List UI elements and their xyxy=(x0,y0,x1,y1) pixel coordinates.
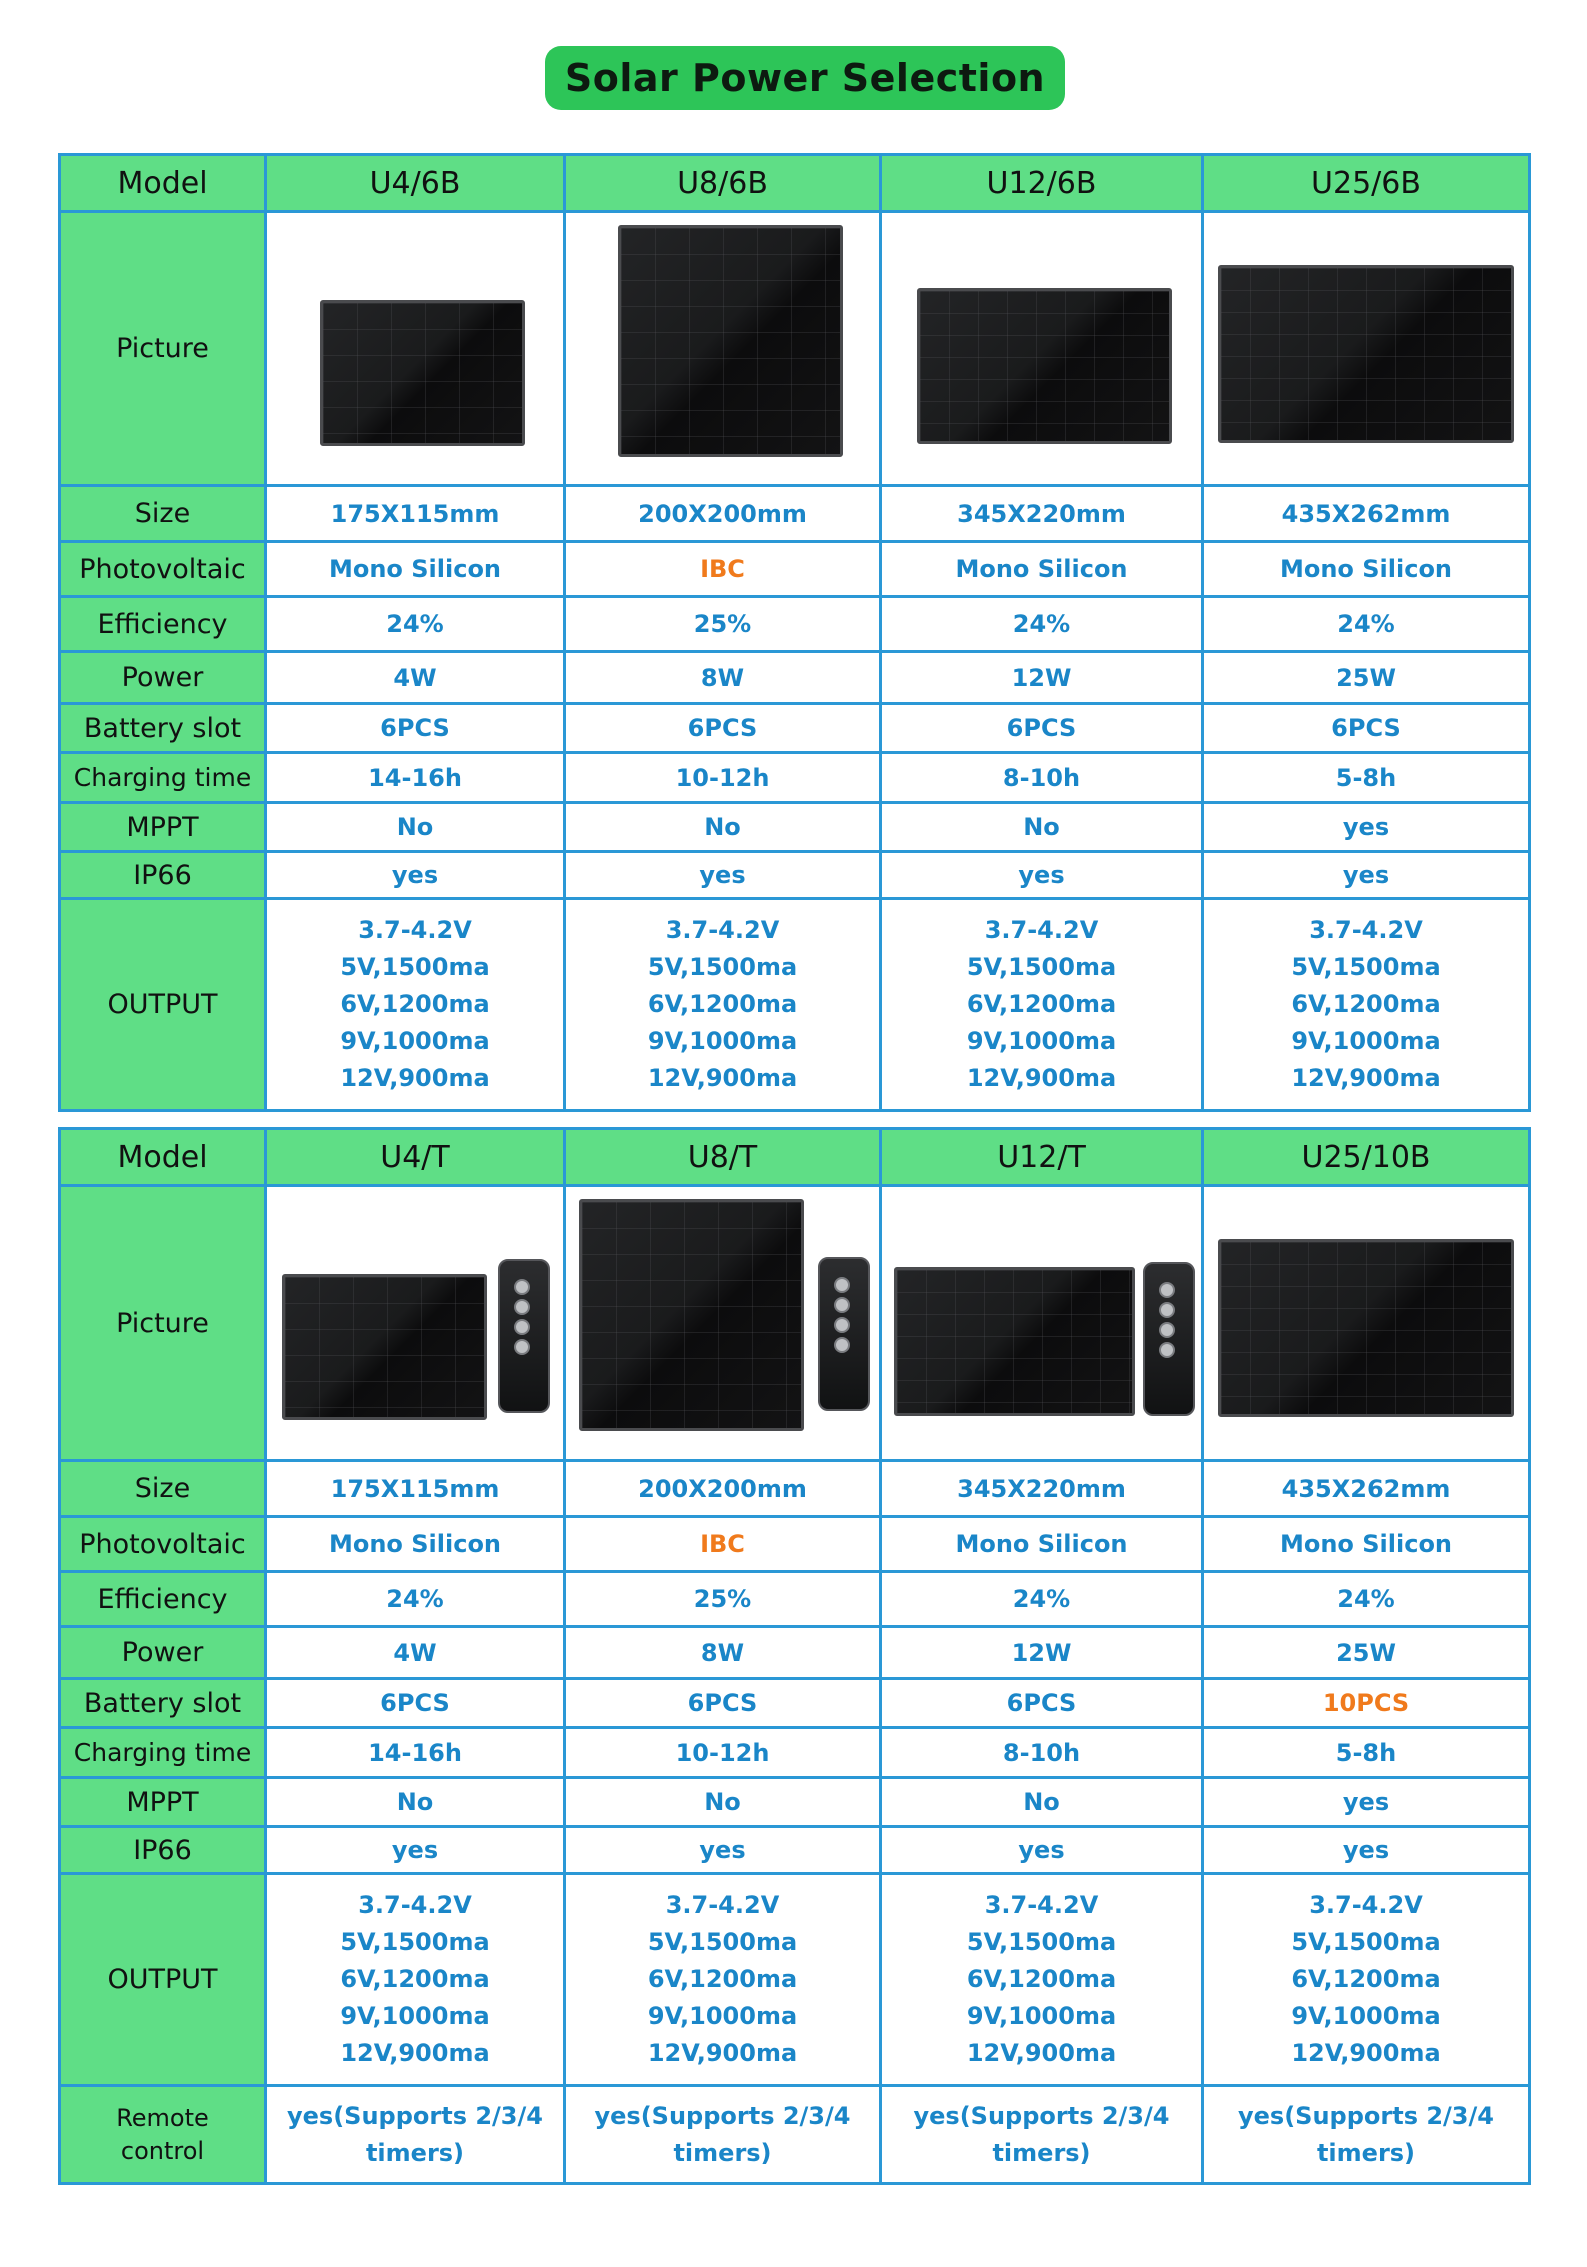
remote-control-icon xyxy=(1143,1262,1195,1416)
photovoltaic-value: IBC xyxy=(565,1517,881,1572)
output-line: 3.7-4.2V xyxy=(358,916,472,944)
solar-panel-medium-icon xyxy=(882,213,1201,484)
output-line: 9V,1000ma xyxy=(340,1027,490,1055)
remote-line: yes(Supports 2/3/4 xyxy=(287,2101,543,2130)
output-line: 6V,1200ma xyxy=(340,990,490,1018)
remote-control-icon xyxy=(498,1259,550,1413)
remote-line: yes(Supports 2/3/4 xyxy=(1238,2101,1494,2130)
output-line: 12V,900ma xyxy=(340,1064,490,1092)
photovoltaic-value: IBC xyxy=(565,542,881,597)
battery-slot-row xyxy=(60,1679,1530,1728)
ip66-value: yes xyxy=(1203,852,1530,899)
photovoltaic-value: Mono Silicon xyxy=(1203,542,1530,597)
row-label-charging-time: Charging time xyxy=(60,1728,266,1778)
output-line: 3.7-4.2V xyxy=(984,916,1099,944)
output-line: 5V,1500ma xyxy=(340,1928,490,1956)
row-label-picture: Picture xyxy=(60,212,266,486)
solar-panel-medium-with-remote-icon xyxy=(882,1187,1201,1459)
power-value: 25W xyxy=(1203,652,1530,704)
row-label-size: Size xyxy=(60,486,266,542)
row-label-remote-line: control xyxy=(120,2136,205,2165)
output-line: 5V,1500ma xyxy=(647,1928,798,1956)
remote-line: timers) xyxy=(365,2138,465,2167)
photovoltaic-value: Mono Silicon xyxy=(266,1517,565,1572)
row-label-ip66: IP66 xyxy=(60,1827,266,1874)
mppt-row xyxy=(60,1778,1530,1827)
battery-slot-value: 6PCS xyxy=(266,1679,565,1728)
output-values xyxy=(1203,1874,1530,2086)
efficiency-row xyxy=(60,1572,1530,1627)
power-value: 8W xyxy=(565,652,881,704)
output-values xyxy=(266,1874,565,2086)
ip66-value: yes xyxy=(266,1827,565,1874)
efficiency-value: 24% xyxy=(1203,597,1530,652)
output-values xyxy=(266,899,565,1111)
photovoltaic-value: Mono Silicon xyxy=(881,542,1203,597)
ip66-value: yes xyxy=(881,852,1203,899)
size-value: 345X220mm xyxy=(881,1461,1203,1517)
charging-time-value: 10-12h xyxy=(565,1728,881,1778)
row-label-remote-control xyxy=(60,2086,266,2184)
picture-row xyxy=(60,1186,1530,1461)
ip66-row xyxy=(60,852,1530,899)
battery-slot-value: 6PCS xyxy=(881,704,1203,753)
battery-slot-value: 6PCS xyxy=(1203,704,1530,753)
battery-slot-value: 6PCS xyxy=(266,704,565,753)
size-value: 200X200mm xyxy=(565,486,881,542)
efficiency-value: 24% xyxy=(881,1572,1203,1627)
efficiency-value: 24% xyxy=(266,597,565,652)
row-label-remote-line: Remote xyxy=(116,2103,209,2132)
row-label-photovoltaic: Photovoltaic xyxy=(60,1517,266,1572)
remote-line: timers) xyxy=(992,2138,1091,2167)
row-label-mppt: MPPT xyxy=(60,1778,266,1827)
battery-slot-value: 6PCS xyxy=(881,1679,1203,1728)
power-value: 8W xyxy=(565,1627,881,1679)
ip66-value: yes xyxy=(565,1827,881,1874)
efficiency-row xyxy=(60,597,1530,652)
size-row xyxy=(60,486,1530,542)
output-line: 5V,1500ma xyxy=(340,953,490,981)
model-name: U25/10B xyxy=(1203,1129,1530,1186)
mppt-value: No xyxy=(565,803,881,852)
output-values xyxy=(565,899,881,1111)
row-label-efficiency: Efficiency xyxy=(60,597,266,652)
model-row xyxy=(60,1129,1530,1186)
charging-time-value: 5-8h xyxy=(1203,753,1530,803)
output-line: 9V,1000ma xyxy=(1291,1027,1441,1055)
output-line: 6V,1200ma xyxy=(966,1965,1117,1993)
battery-slot-value: 6PCS xyxy=(565,1679,881,1728)
output-line: 5V,1500ma xyxy=(647,953,798,981)
photovoltaic-value: Mono Silicon xyxy=(266,542,565,597)
efficiency-value: 25% xyxy=(565,597,881,652)
remote-control-row xyxy=(60,2086,1530,2184)
mppt-row xyxy=(60,803,1530,852)
output-line: 3.7-4.2V xyxy=(665,916,780,944)
output-line: 3.7-4.2V xyxy=(665,1891,780,1919)
ip66-row xyxy=(60,1827,1530,1874)
charging-time-value: 14-16h xyxy=(266,753,565,803)
battery-slot-value: 6PCS xyxy=(565,704,881,753)
row-label-ip66: IP66 xyxy=(60,852,266,899)
photovoltaic-row xyxy=(60,1517,1530,1572)
power-value: 4W xyxy=(266,652,565,704)
output-line: 3.7-4.2V xyxy=(1309,916,1423,944)
mppt-value: No xyxy=(565,1778,881,1827)
efficiency-value: 24% xyxy=(266,1572,565,1627)
row-label-battery-slot: Battery slot xyxy=(60,1679,266,1728)
charging-time-row xyxy=(60,753,1530,803)
row-label-efficiency: Efficiency xyxy=(60,1572,266,1627)
model-name: U8/T xyxy=(565,1129,881,1186)
battery-slot-row xyxy=(60,704,1530,753)
output-row xyxy=(60,1874,1530,2086)
mppt-value: No xyxy=(266,1778,565,1827)
model-name: U8/6B xyxy=(565,155,881,212)
output-line: 5V,1500ma xyxy=(1291,953,1441,981)
ip66-value: yes xyxy=(565,852,881,899)
size-value: 345X220mm xyxy=(881,486,1203,542)
row-label-picture: Picture xyxy=(60,1186,266,1461)
row-label-output: OUTPUT xyxy=(60,899,266,1111)
output-line: 6V,1200ma xyxy=(340,1965,490,1993)
row-label-model: Model xyxy=(60,1129,266,1186)
size-value: 175X115mm xyxy=(266,486,565,542)
solar-panel-large-icon xyxy=(1204,213,1528,484)
row-label-photovoltaic: Photovoltaic xyxy=(60,542,266,597)
ip66-value: yes xyxy=(266,852,565,899)
solar-panel-with-remote-icon xyxy=(267,1187,563,1459)
remote-control-value xyxy=(1203,2086,1530,2184)
remote-control-icon xyxy=(818,1257,870,1411)
output-line: 9V,1000ma xyxy=(1291,2002,1441,2030)
output-line: 6V,1200ma xyxy=(647,990,798,1018)
ip66-value: yes xyxy=(881,1827,1203,1874)
output-line: 3.7-4.2V xyxy=(984,1891,1099,1919)
efficiency-value: 25% xyxy=(565,1572,881,1627)
page-title: Solar Power Selection xyxy=(564,56,1046,100)
efficiency-value: 24% xyxy=(1203,1572,1530,1627)
photovoltaic-value: Mono Silicon xyxy=(881,1517,1203,1572)
solar-panel-square-with-remote-icon xyxy=(566,1187,879,1459)
spec-table-2 xyxy=(58,1127,1531,2185)
size-value: 435X262mm xyxy=(1203,486,1530,542)
size-value: 435X262mm xyxy=(1203,1461,1530,1517)
output-line: 3.7-4.2V xyxy=(1309,1891,1423,1919)
output-line: 12V,900ma xyxy=(340,2039,490,2067)
title-banner xyxy=(545,46,1065,110)
remote-control-value xyxy=(881,2086,1203,2184)
photovoltaic-row xyxy=(60,542,1530,597)
output-line: 12V,900ma xyxy=(966,2039,1117,2067)
remote-line: yes(Supports 2/3/4 xyxy=(913,2101,1170,2130)
power-row xyxy=(60,652,1530,704)
efficiency-value: 24% xyxy=(881,597,1203,652)
output-row xyxy=(60,899,1530,1111)
battery-slot-value: 10PCS xyxy=(1203,1679,1530,1728)
row-label-size: Size xyxy=(60,1461,266,1517)
remote-line: timers) xyxy=(1316,2138,1416,2167)
output-line: 5V,1500ma xyxy=(966,953,1117,981)
charging-time-value: 8-10h xyxy=(881,753,1203,803)
output-values xyxy=(1203,899,1530,1111)
power-row xyxy=(60,1627,1530,1679)
output-line: 12V,900ma xyxy=(647,1064,798,1092)
row-label-mppt: MPPT xyxy=(60,803,266,852)
charging-time-value: 14-16h xyxy=(266,1728,565,1778)
power-value: 4W xyxy=(266,1627,565,1679)
spec-table-1 xyxy=(58,153,1531,1112)
output-line: 9V,1000ma xyxy=(647,2002,798,2030)
row-label-output: OUTPUT xyxy=(60,1874,266,2086)
output-line: 9V,1000ma xyxy=(966,2002,1117,2030)
output-values xyxy=(881,1874,1203,2086)
power-value: 12W xyxy=(881,652,1203,704)
power-value: 25W xyxy=(1203,1627,1530,1679)
output-line: 6V,1200ma xyxy=(1291,1965,1441,1993)
row-label-power: Power xyxy=(60,652,266,704)
mppt-value: yes xyxy=(1203,803,1530,852)
row-label-battery-slot: Battery slot xyxy=(60,704,266,753)
model-name: U4/T xyxy=(266,1129,565,1186)
output-line: 12V,900ma xyxy=(1291,2039,1441,2067)
output-line: 6V,1200ma xyxy=(647,1965,798,1993)
row-label-power: Power xyxy=(60,1627,266,1679)
output-line: 5V,1500ma xyxy=(966,1928,1117,1956)
output-line: 6V,1200ma xyxy=(1291,990,1441,1018)
mppt-value: No xyxy=(881,803,1203,852)
remote-control-value xyxy=(565,2086,881,2184)
size-value: 175X115mm xyxy=(266,1461,565,1517)
model-name: U12/T xyxy=(881,1129,1203,1186)
output-line: 12V,900ma xyxy=(966,1064,1117,1092)
output-line: 9V,1000ma xyxy=(966,1027,1117,1055)
mppt-value: No xyxy=(266,803,565,852)
output-values xyxy=(565,1874,881,2086)
size-value: 200X200mm xyxy=(565,1461,881,1517)
remote-line: yes(Supports 2/3/4 xyxy=(594,2101,851,2130)
charging-time-row xyxy=(60,1728,1530,1778)
charging-time-value: 8-10h xyxy=(881,1728,1203,1778)
solar-panel-square-icon xyxy=(566,213,879,484)
size-row xyxy=(60,1461,1530,1517)
output-line: 12V,900ma xyxy=(1291,1064,1441,1092)
model-name: U12/6B xyxy=(881,155,1203,212)
output-line: 12V,900ma xyxy=(647,2039,798,2067)
photovoltaic-value: Mono Silicon xyxy=(1203,1517,1530,1572)
charging-time-value: 5-8h xyxy=(1203,1728,1530,1778)
solar-panel-small-icon xyxy=(267,213,563,484)
model-name: U4/6B xyxy=(266,155,565,212)
remote-control-value xyxy=(266,2086,565,2184)
solar-panel-large-icon xyxy=(1204,1187,1528,1459)
mppt-value: No xyxy=(881,1778,1203,1827)
row-label-charging-time: Charging time xyxy=(60,753,266,803)
output-line: 9V,1000ma xyxy=(647,1027,798,1055)
model-row xyxy=(60,155,1530,212)
output-line: 6V,1200ma xyxy=(966,990,1117,1018)
remote-line: timers) xyxy=(673,2138,772,2167)
output-line: 5V,1500ma xyxy=(1291,1928,1441,1956)
picture-row xyxy=(60,212,1530,486)
output-values xyxy=(881,899,1203,1111)
ip66-value: yes xyxy=(1203,1827,1530,1874)
model-name: U25/6B xyxy=(1203,155,1530,212)
row-label-model: Model xyxy=(60,155,266,212)
mppt-value: yes xyxy=(1203,1778,1530,1827)
charging-time-value: 10-12h xyxy=(565,753,881,803)
power-value: 12W xyxy=(881,1627,1203,1679)
output-line: 3.7-4.2V xyxy=(358,1891,472,1919)
output-line: 9V,1000ma xyxy=(340,2002,490,2030)
